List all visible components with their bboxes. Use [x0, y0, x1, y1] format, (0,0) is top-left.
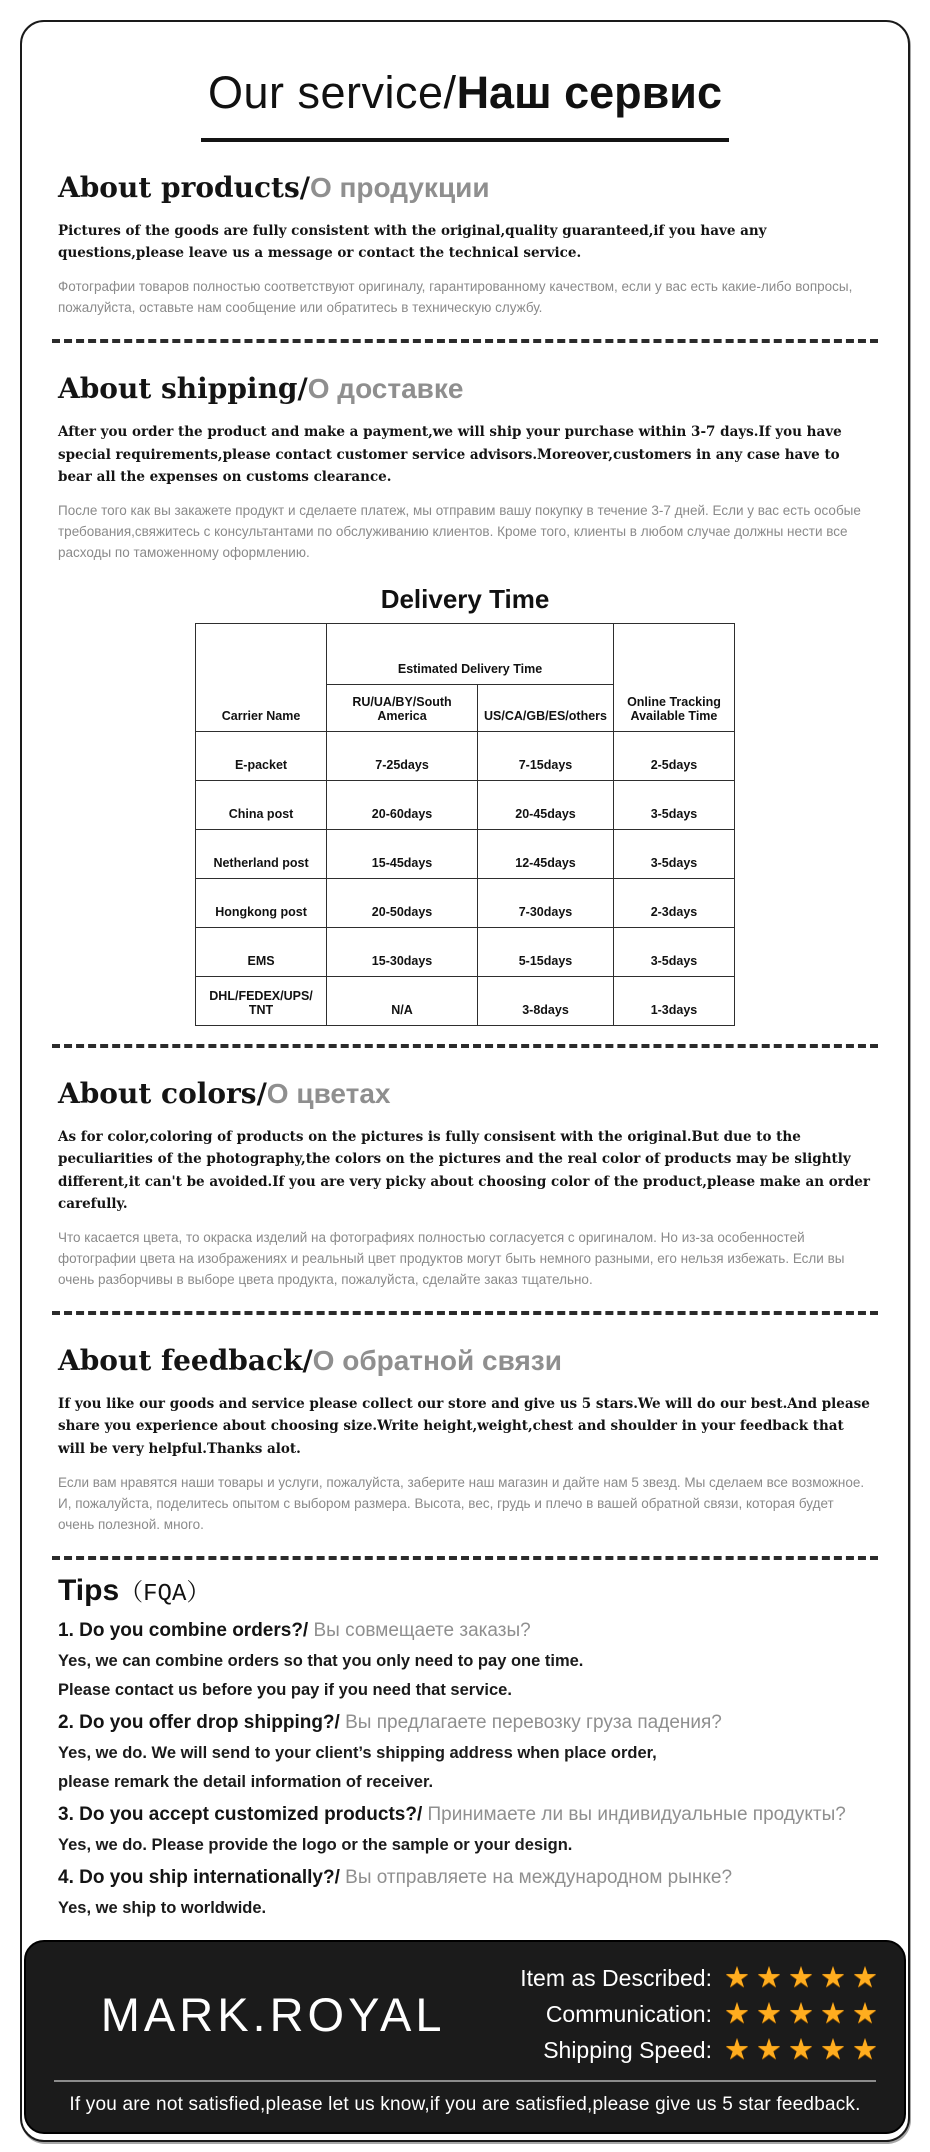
dashed-divider — [52, 1556, 878, 1560]
cell-tracking: 3-5days — [613, 780, 734, 829]
star-icon: ★ — [756, 1961, 782, 1994]
table-row — [196, 829, 735, 878]
star-icon: ★ — [852, 1997, 878, 2030]
faq-answer: Please contact us before you pay if you need that service. — [58, 1680, 512, 1699]
cell-region2: 3-8days — [478, 976, 614, 1025]
star-icon: ★ — [756, 1997, 782, 2030]
star-icon: ★ — [788, 1997, 814, 2030]
cell-region1: 15-30days — [327, 927, 478, 976]
dashed-divider — [52, 1311, 878, 1315]
star-icon: ★ — [756, 2033, 782, 2066]
cell-region1: 20-60days — [327, 780, 478, 829]
cell-region2: 12-45days — [478, 829, 614, 878]
star-icon: ★ — [820, 1961, 846, 1994]
question-ru: Вы предлагаете перевозку груза падения? — [345, 1711, 722, 1733]
rating-label: Communication: — [545, 2000, 712, 2027]
rating-label: Item as Described: — [520, 1964, 712, 1991]
tips-title-suffix: （FQA） — [119, 1580, 211, 1608]
cell-tracking: 2-5days — [613, 731, 734, 780]
cell-tracking: 1-3days — [613, 976, 734, 1025]
cell-carrier: DHL/FEDEX/UPS/ TNT — [196, 976, 327, 1025]
cell-carrier: E-packet — [196, 731, 327, 780]
brand-rating-banner — [24, 1940, 906, 2134]
shipping-text-ru: После того как вы закажете продукт и сделаете платеж, мы отправим вашу покупку в течение 3-7 дней. Если у вас есть особые требования,свяжитесь с консультантами по обслуживанию клиентов. Кроме того, клиенты в любом случае должны нести все расходы по таможенному оформлению. — [58, 503, 861, 560]
footer-divider — [54, 2080, 876, 2082]
cell-carrier: China post — [196, 780, 327, 829]
heading-en: About feedback/ — [58, 1343, 313, 1377]
rating-stars — [724, 1961, 878, 1994]
cell-region1: 20-50days — [327, 878, 478, 927]
cell-tracking: 2-3days — [613, 878, 734, 927]
heading-en: About shipping/ — [58, 372, 308, 406]
section-about-feedback — [22, 1345, 908, 1536]
star-icon: ★ — [788, 2033, 814, 2066]
rating-row-item-as-described — [520, 1961, 878, 1994]
faq-answer: Yes, we ship to worldwide. — [58, 1898, 267, 1917]
faq-item — [58, 1867, 872, 1918]
heading-ru: О обратной связи — [312, 1344, 562, 1376]
rating-row-shipping-speed — [520, 2033, 878, 2066]
star-icon: ★ — [788, 1961, 814, 1994]
heading-ru: О продукции — [309, 171, 490, 203]
footer-note: If you are not satisfied,please let us know,if you are satisfied,please give us 5 star feedback. — [69, 2093, 861, 2115]
faq-answer: Yes, we can combine orders so that you only need to pay one time. — [58, 1651, 584, 1670]
cell-tracking: 3-5days — [613, 927, 734, 976]
rating-stars — [724, 2033, 878, 2066]
faq-answer: Yes, we do. We will send to your client’s shipping address when place order, — [58, 1743, 657, 1762]
feedback-text-ru: Если вам нравятся наши товары и услуги, пожалуйста, заберите наш магазин и дайте нам 5 звезд. Мы сделаем все возможное. И, пожалуйста, поделитесь опытом с выбором размера. Высота, вес, грудь и плечо в вашей обратной связи, которая будет очень полезной. много. — [58, 1474, 865, 1532]
star-icon: ★ — [852, 2033, 878, 2066]
cell-carrier: EMS — [196, 927, 327, 976]
page-title — [22, 68, 908, 118]
cell-region2: 7-15days — [478, 731, 614, 780]
faq-item — [58, 1804, 872, 1855]
faq-answer: please remark the detail information of receiver. — [58, 1772, 434, 1791]
table-row — [196, 731, 735, 780]
rating-label: Shipping Speed: — [543, 2036, 712, 2063]
cell-tracking: 3-5days — [613, 829, 734, 878]
brand-logo: MARK.ROYAL — [100, 1987, 446, 2041]
products-text-en: Pictures of the goods are fully consistent with the original,quality guaranteed,if you have any questions,please leave us a message or contact the technical service. — [58, 222, 767, 261]
question-ru: Принимаете ли вы индивидуальные продукты? — [427, 1803, 846, 1825]
colors-text-ru: Что касается цвета, то окраска изделий на фотографиях полностью согласуется с оригиналом. Но из-за особенностей фотографии цвета на изображениях и реальный цвет продуктов могут быть немного разными, его нельзя избежать. Если вы очень разборчивы в выборе цвета продукта, пожалуйста, сделайте заказ тщательно. — [58, 1230, 845, 1287]
question-en: 3. Do you accept customized products?/ — [58, 1803, 423, 1825]
colors-text-en: As for color,coloring of products on the pictures is fully consisent with the original.But due to the peculiarities of the photography,the colors on the pictures and the real color of products may be slightly different,it can't be avoided.If you are very picky about choosing color of the product,please make an order carefully. — [58, 1129, 870, 1212]
col-header-region1: RU/UA/BY/South America — [327, 684, 478, 731]
faq-answer: Yes, we do. Please provide the logo or the sample or your design. — [58, 1835, 573, 1854]
cell-carrier: Hongkong post — [196, 878, 327, 927]
table-row — [196, 780, 735, 829]
section-about-shipping — [22, 373, 908, 1026]
dashed-divider — [52, 339, 878, 343]
dashed-divider — [52, 1044, 878, 1048]
section-tips-fqa — [22, 1572, 908, 1918]
shipping-text-en: After you order the product and make a payment,we will ship your purchase within 3-7 days.If you have special requirements,please contact customer service advisors.Moreover,customers in any case have to bear all the expenses on customs clearance. — [58, 424, 842, 485]
section-heading — [58, 373, 872, 405]
feedback-text-en: If you like our goods and service please collect our store and give us 5 stars.We will do our best.And please share you experience about choosing size.Write height,weight,chest and shoulder in your feedback that will be very helpful.Thanks alot. — [58, 1396, 870, 1457]
faq-item — [58, 1712, 872, 1792]
delivery-time-block — [58, 584, 872, 1026]
faq-item — [58, 1620, 872, 1700]
cell-region2: 7-30days — [478, 878, 614, 927]
star-icon: ★ — [724, 2033, 750, 2066]
star-icon: ★ — [820, 1997, 846, 2030]
ratings-block — [520, 1961, 904, 2066]
table-row — [196, 878, 735, 927]
delivery-time-title: Delivery Time — [380, 583, 550, 614]
star-icon: ★ — [724, 1961, 750, 1994]
delivery-time-table — [195, 623, 735, 1026]
cell-region2: 5-15days — [478, 927, 614, 976]
cell-region1: N/A — [327, 976, 478, 1025]
section-heading — [58, 172, 872, 204]
cell-carrier: Netherland post — [196, 829, 327, 878]
col-header-region2: US/CA/GB/ES/others — [478, 684, 614, 731]
heading-ru: О доставке — [307, 373, 464, 405]
tips-title-text: Tips — [58, 1573, 120, 1607]
star-icon: ★ — [724, 1997, 750, 2030]
faq-question — [58, 1804, 872, 1826]
heading-ru: О цветах — [266, 1077, 391, 1109]
star-icon: ★ — [852, 1961, 878, 1994]
star-icon: ★ — [820, 2033, 846, 2066]
question-en: 1. Do you combine orders?/ — [58, 1619, 309, 1641]
cell-region1: 7-25days — [327, 731, 478, 780]
table-row — [196, 927, 735, 976]
question-ru: Вы отправляете на международном рынке? — [345, 1866, 733, 1888]
section-heading — [58, 1345, 872, 1377]
section-about-colors — [22, 1078, 908, 1291]
table-row — [196, 976, 735, 1025]
question-ru: Вы совмещаете заказы? — [313, 1619, 531, 1641]
col-header-tracking: Online Tracking Available Time — [613, 623, 734, 731]
section-about-products — [22, 172, 908, 320]
col-header-carrier: Carrier Name — [196, 623, 327, 731]
rating-row-communication — [520, 1997, 878, 2030]
cell-region2: 20-45days — [478, 780, 614, 829]
rating-stars — [724, 1997, 878, 2030]
question-en: 2. Do you offer drop shipping?/ — [58, 1711, 340, 1733]
service-panel — [20, 20, 910, 2142]
col-header-estimated: Estimated Delivery Time — [327, 623, 614, 684]
page-title-en: Our service/ — [208, 67, 457, 118]
faq-question — [58, 1620, 872, 1642]
faq-question — [58, 1712, 872, 1734]
question-en: 4. Do you ship internationally?/ — [58, 1866, 340, 1888]
footer-top — [26, 1961, 904, 2066]
page-title-ru: Наш сервис — [456, 67, 722, 118]
title-underline — [201, 138, 729, 142]
heading-en: About colors/ — [58, 1076, 267, 1110]
section-heading — [58, 1078, 872, 1110]
products-text-ru: Фотографии товаров полностью соответствуют оригиналу, гарантированному качеством, если у вас есть какие-либо вопросы, пожалуйста, оставьте нам сообщение или обратитесь в техническую службу. — [58, 279, 853, 316]
cell-region1: 15-45days — [327, 829, 478, 878]
heading-en: About products/ — [58, 170, 310, 204]
faq-question — [58, 1867, 872, 1889]
tips-title — [58, 1572, 872, 1608]
